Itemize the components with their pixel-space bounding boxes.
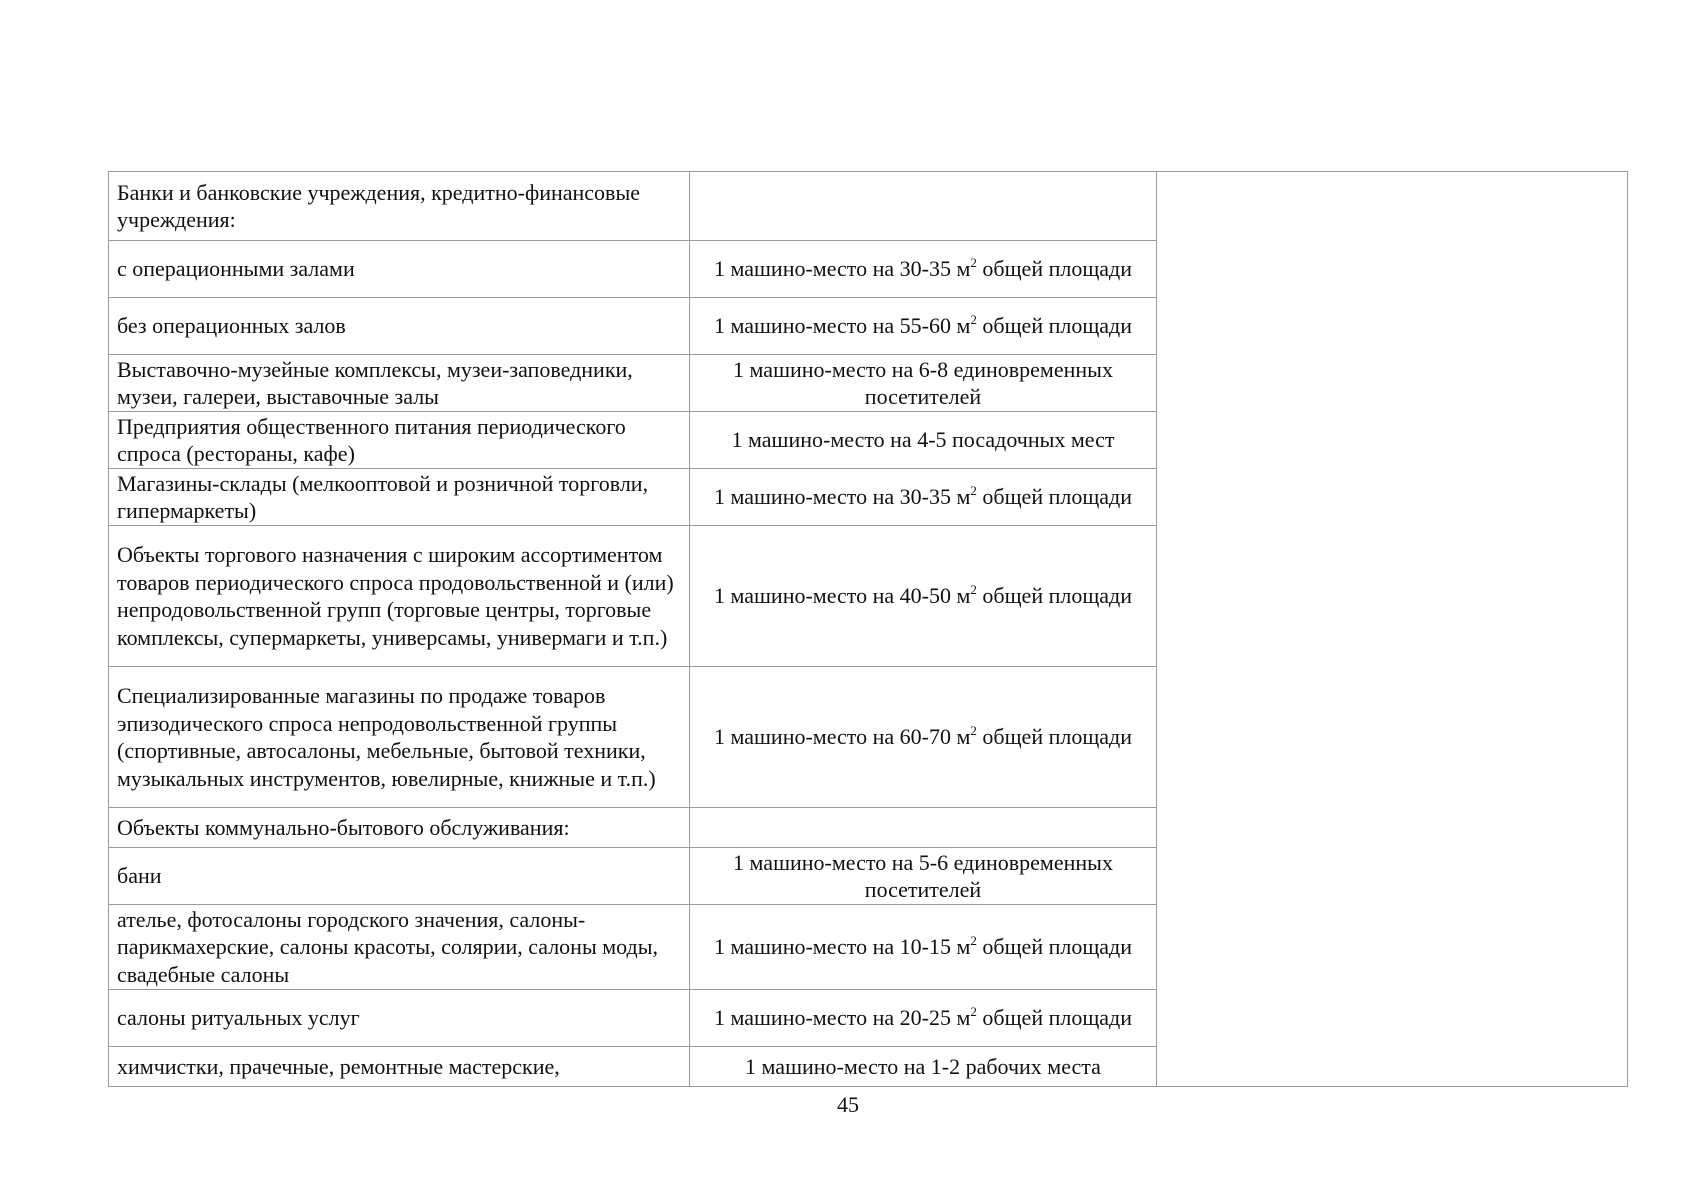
parking-norms-table	[108, 171, 1628, 1087]
page-number: 45	[837, 1092, 859, 1117]
facility-type-cell: Банки и банковские учреждения, кредитно-финансовые учреждения:	[109, 172, 690, 241]
facility-type-cell: Выставочно-музейные комплексы, музеи-заповедники, музеи, галереи, выставочные залы	[109, 355, 690, 412]
facility-type-cell: с операционными залами	[109, 241, 690, 298]
facility-type-cell: Объекты коммунально-бытового обслуживания:	[109, 808, 690, 848]
parking-norm-cell: 1 машино-место на 55-60 $м^2$ общей площади	[690, 298, 1157, 355]
facility-type-cell: ателье, фотосалоны городского значения, салоны-парикмахерские, салоны красоты, солярии, салоны моды, свадебные салоны	[109, 905, 690, 990]
parking-norm-cell: 1 машино-место на 40-50 $м^2$ общей площади	[690, 526, 1157, 667]
table-row	[109, 172, 1628, 241]
parking-norm-cell: 1 машино-место на 10-15 $м^2$ общей площади	[690, 905, 1157, 990]
parking-norm-cell: 1 машино-место на 30-35 $м^2$ общей площади	[690, 469, 1157, 526]
facility-type-cell: без операционных залов	[109, 298, 690, 355]
facility-type-cell: Магазины-склады (мелкооптовой и розничной торговли, гипермаркеты)	[109, 469, 690, 526]
facility-type-cell: салоны ритуальных услуг	[109, 990, 690, 1047]
parking-norm-cell: 1 машино-место на 4-5 посадочных мест	[690, 412, 1157, 469]
facility-type-cell: химчистки, прачечные, ремонтные мастерские,	[109, 1047, 690, 1087]
facility-type-cell: бани	[109, 848, 690, 905]
facility-type-cell: Специализированные магазины по продаже товаров эпизодического спроса непродовольственной группы (спортивные, автосалоны, мебельные, бытовой техники, музыкальных инструментов, ювелирные, книжные и т.п.)	[109, 667, 690, 808]
empty-notes-column	[1157, 172, 1628, 1087]
parking-norm-cell: 1 машино-место на 30-35 $м^2$ общей площади	[690, 241, 1157, 298]
parking-norm-cell	[690, 172, 1157, 241]
facility-type-cell: Предприятия общественного питания периодического спроса (рестораны, кафе)	[109, 412, 690, 469]
facility-type-cell: Объекты торгового назначения с широким ассортиментом товаров периодического спроса продовольственной и (или) непродовольственной групп (торговые центры, торговые комплексы, супермаркеты, универсамы, универмаги и т.п.)	[109, 526, 690, 667]
parking-norm-cell: 1 машино-место на 5-6 единовременных посетителей	[690, 848, 1157, 905]
parking-norm-cell: 1 машино-место на 20-25 $м^2$ общей площади	[690, 990, 1157, 1047]
parking-norm-cell: 1 машино-место на 60-70 $м^2$ общей площади	[690, 667, 1157, 808]
parking-norm-cell	[690, 808, 1157, 848]
parking-norm-cell: 1 машино-место на 6-8 единовременных посетителей	[690, 355, 1157, 412]
parking-norm-cell: 1 машино-место на 1-2 рабочих места	[690, 1047, 1157, 1087]
